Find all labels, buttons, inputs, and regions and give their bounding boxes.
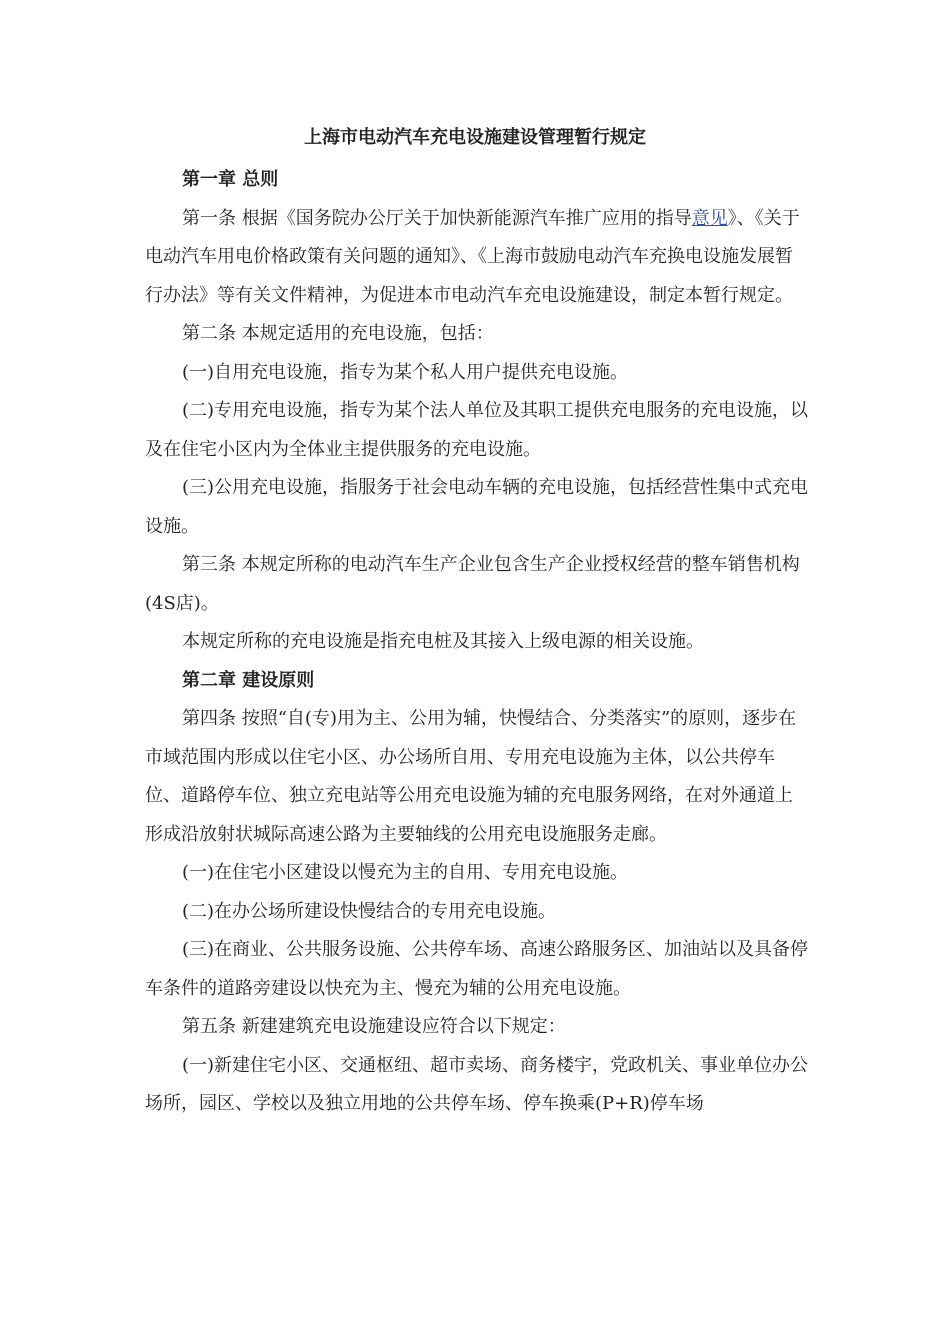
article-4: 第四条 按照“自(专)用为主、公用为辅，快慢结合、分类落实”的原则，逐步在市域范围内形成以住宅小区、办公场所自用、专用充电设施为主体，以公共停车位、道路停车位、独立充电站等公用充电设施为辅的充电服务网络，在对外通道上形成沿放射状城际高速公路为主要轴线的公用充电设施服务走廊。 <box>145 708 797 845</box>
article-4-item-1: (一)在住宅小区建设以慢充为主的自用、专用充电设施。 <box>182 862 629 883</box>
article-1-text-a: 第一条 根据《国务院办公厅关于加快新能源汽车推广应用的指导 <box>182 207 692 229</box>
chapter-heading: 第二章 建设原则 <box>182 669 315 691</box>
article-1 <box>145 200 810 316</box>
article-4-item-2: (二)在办公场所建设快慢结合的专用充电设施。 <box>182 900 557 922</box>
article-4-item-3: (三)在商业、公共服务设施、公共停车场、高速公路服务区、加油站以及具备停车条件的道路旁建设以快充为主、慢充为辅的公用充电设施。 <box>145 939 809 999</box>
article-1-link[interactable]: 意见 <box>691 207 728 229</box>
document-title: 上海市电动汽车充电设施建设管理暂行规定 <box>304 127 646 148</box>
article-2-item-3: (三)公用充电设施，指服务于社会电动车辆的充电设施，包括经营性集中式充电设施。 <box>145 477 809 537</box>
article-2-item-2: (二)专用充电设施，指专为某个法人单位及其职工提供充电服务的充电设施，以及在住宅小区内为全体业主提供服务的充电设施。 <box>145 400 809 460</box>
article-2: 第二条 本规定适用的充电设施，包括： <box>182 323 494 344</box>
chapter-heading: 第一章 总则 <box>182 169 279 190</box>
article-3-note: 本规定所称的充电设施是指充电桩及其接入上级电源的相关设施。 <box>182 631 704 652</box>
article-2-item-1: (一)自用充电设施，指专为某个私人用户提供充电设施。 <box>182 361 629 383</box>
article-1-text-b: 》、《关于电动汽车用电价格政策有关问题的通知》、《上海市鼓励电动汽车充换电设施发展暂行办法》等有关文件精神，为促进本市电动汽车充电设施建设，制定本暂行规定。 <box>145 207 800 306</box>
article-5: 第五条 新建建筑充电设施建设应符合以下规定： <box>182 1016 566 1037</box>
article-5-item-1: (一)新建住宅小区、交通枢纽、超市卖场、商务楼宇，党政机关、事业单位办公场所，园区、学校以及独立用地的公共停车场、停车换乘(P+R)停车场 <box>145 1054 809 1114</box>
article-3: 第三条 本规定所称的电动汽车生产企业包含生产企业授权经营的整车销售机构(4S店)。 <box>145 554 800 614</box>
document-body <box>145 161 810 1124</box>
